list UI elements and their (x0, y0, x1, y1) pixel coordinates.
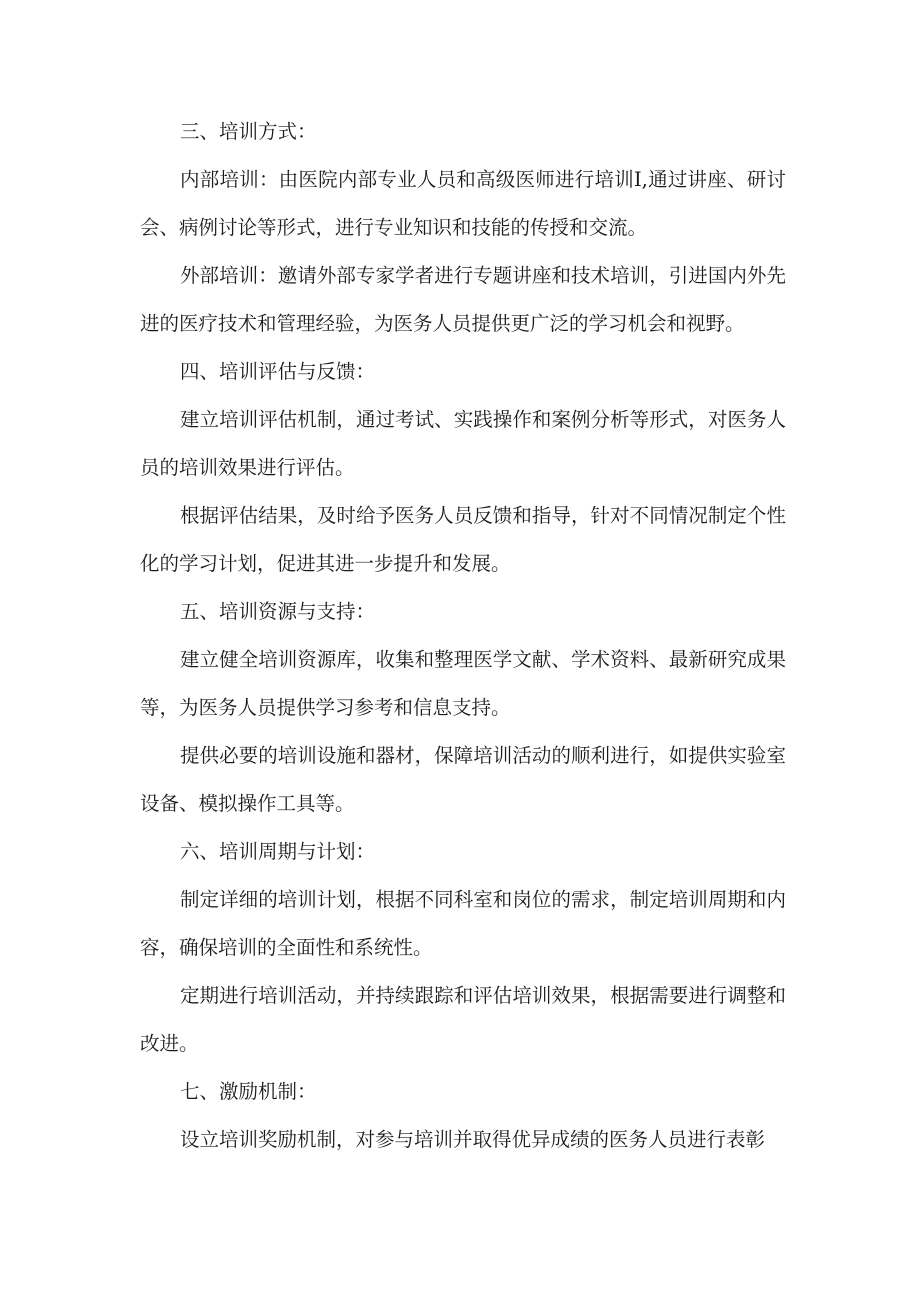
paragraph-facilities-equipment: 提供必要的培训设施和器材，保障培训活动的顺利进行，如提供实验室设备、模拟操作工具等。 (140, 744, 786, 815)
section-heading-resources-support: 五、培训资源与支持： (180, 600, 376, 623)
paragraph-external-training: 外部培训：邀请外部专家学者进行专题讲座和技术培训，引进国内外先进的医疗技术和管理经验，为医务人员提供更广泛的学习机会和视野。 (140, 264, 786, 335)
paragraph-resource-library: 建立健全培训资源库，收集和整理医学文献、学术资料、最新研究成果等，为医务人员提供学习参考和信息支持。 (140, 648, 786, 719)
paragraph-evaluation-mechanism: 建立培训评估机制，通过考试、实践操作和案例分析等形式，对医务人员的培训效果进行评估。 (140, 408, 786, 479)
paragraph-training-plan: 制定详细的培训计划，根据不同科室和岗位的需求，制定培训周期和内容，确保培训的全面性和系统性。 (140, 888, 786, 959)
paragraph-feedback-guidance: 根据评估结果，及时给予医务人员反馈和指导，针对不同情况制定个性化的学习计划，促进其进一步提升和发展。 (140, 504, 786, 575)
paragraph-reward-mechanism: 设立培训奖励机制，对参与培训并取得优异成绩的医务人员进行表彰 (180, 1128, 766, 1151)
section-heading-training-methods: 三、培训方式： (180, 120, 317, 143)
section-heading-incentives: 七、激励机制： (180, 1080, 317, 1103)
document-body (140, 108, 786, 1164)
paragraph-periodic-training: 定期进行培训活动，并持续跟踪和评估培训效果，根据需要进行调整和改进。 (140, 984, 786, 1055)
section-heading-cycle-plan: 六、培训周期与计划： (180, 840, 376, 863)
paragraph-internal-training: 内部培训：由医院内部专业人员和高级医师进行培训I,通过讲座、研讨会、病例讨论等形式，进行专业知识和技能的传授和交流。 (140, 168, 786, 239)
section-heading-evaluation-feedback: 四、培训评估与反馈： (180, 360, 376, 383)
